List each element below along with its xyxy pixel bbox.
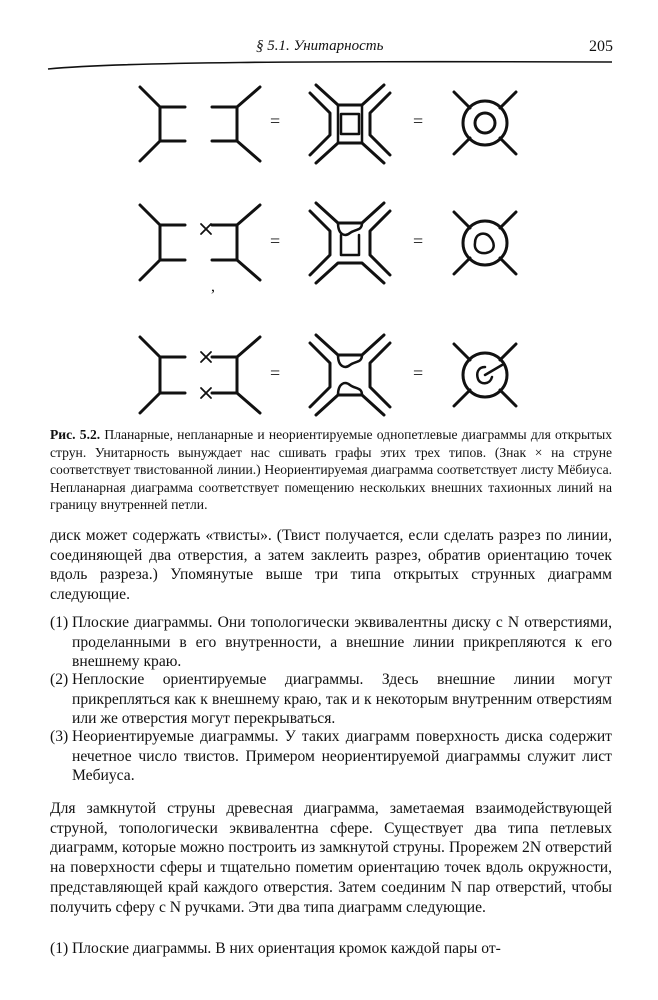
list-item: [50, 727, 612, 787]
section-title: § 5.1. Унитарность: [256, 38, 384, 54]
nonplanar-open-string-diagram: [140, 205, 260, 280]
nonplanar-loop-circle-diagram: [454, 212, 516, 274]
nonorientable-loop-square-diagram: [310, 335, 390, 415]
page-number: 205: [589, 38, 613, 55]
list-item-text: Неплоские ориентируемые диаграммы. Здесь внешние линии могут прикрепляться как к внешнему краю, так и к некоторым внутренним отверстиям или же отверстия могут перекрываться.: [72, 671, 612, 728]
list-item-number: (2): [50, 671, 69, 688]
page-header: [0, 38, 658, 68]
figure-diagrams: [0, 75, 658, 420]
paragraph: Для замкнутой струны древесная диаграмма, заметаемая взаимодействующей струной, топологически эквивалентна сфере. Существует два типа петлевых диаграмм, которые можно построить из замкнутой струны. Прорежем 2N отверстий на поверхности сферы и тщательно пометим ориентацию точек вдоль окружности, представляющей край каждого отверстия. Затем соединим N пар отверстий, чтобы получить сферу с N ручками. Эти два типа диаграмм следующие.: [50, 800, 612, 916]
equals-sign: =: [270, 363, 281, 383]
planar-loop-circle-diagram: [454, 92, 516, 154]
caption-text: Планарные, непланарные и неориентируемые однопетлевые диаграммы для открытых струн. Унитарность вынуждает нас сшивать графы этих трех типов. (Знак × на струне соответствует твистованной линии.) Неориентируемая диаграмма соответствует листу Мёбиуса. Непланарная диаграмма соответствует помещению нескольких внешних тахионных линий на границу внутренней петли.: [50, 427, 612, 512]
equals-sign: =: [270, 231, 281, 251]
list-item-text: Плоские диаграммы. Они топологически эквивалентны диску с N отверстиями, проделанными в его внутренности, а внешние линии прикрепляются к его внешнему краю.: [72, 614, 612, 671]
list-item-text: Плоские диаграммы. В них ориентация кромок каждой пары от-: [72, 940, 501, 957]
paragraph: диск может содержать «твисты». (Твист получается, если сделать разрез по линии, соединяющей два отверстия, а затем заклеить разрез, обратив ориентацию точек вдоль разреза.) Упомянутые выше три типа открытых струнных диаграмм следующие.: [50, 527, 612, 604]
list-item: [50, 939, 612, 961]
caption-label: Рис. 5.2.: [50, 427, 101, 442]
figure-caption: [50, 426, 612, 514]
equals-sign: =: [413, 363, 424, 383]
list-item-number: (3): [50, 728, 69, 745]
nonorientable-open-string-diagram: [140, 337, 260, 413]
nonorientable-loop-circle-diagram: [454, 344, 516, 406]
list-item: [50, 613, 612, 673]
planar-open-string-diagram: [140, 87, 260, 161]
planar-loop-square-diagram: [310, 85, 390, 163]
comma: ,: [211, 278, 215, 295]
list-item-text: Неориентируемые диаграммы. У таких диаграмм поверхность диска содержит нечетное число твистов. Примером неориентируемой диаграммы служит лист Мебиуса.: [72, 728, 612, 785]
equals-sign: =: [270, 111, 281, 131]
nonplanar-loop-square-diagram: [310, 203, 390, 283]
list-item: [50, 670, 612, 730]
equals-sign: =: [413, 111, 424, 131]
list-item-number: (1): [50, 940, 69, 957]
list-item-number: (1): [50, 614, 69, 631]
equals-sign: =: [413, 231, 424, 251]
